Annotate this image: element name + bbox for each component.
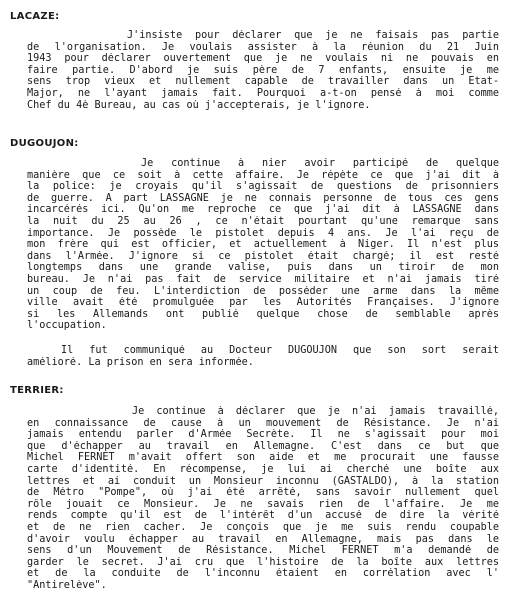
text-line: de guerre. A part LASSAGNE je ne connais personne de tous ces gens — [27, 192, 499, 204]
paragraph-dugoujon-note — [27, 345, 499, 368]
text-line: "Antirelève". — [27, 579, 107, 591]
text-line: garder le secret. J'ai cru que l'histoire de la boîte aux lettres — [27, 556, 499, 568]
paragraph-lacaze — [27, 30, 499, 111]
text-line: sens trop vieux et nullement capable de travailler dans un Etat- — [27, 76, 499, 88]
text-line: lettres et ai conduit un Monsieur inconnu (GASTALDO), à la station — [27, 475, 499, 487]
text-line: et de la conduite de l'inconnu étaient en corrélation avec l' — [27, 568, 499, 580]
text-line: sens d'un Mouvement de Résistance. Michel FERNET m'a demandé de — [27, 545, 499, 557]
text-line: ville avait été promulguée par les Autorités Françaises. J'ignore — [27, 297, 499, 309]
text-line: rends compte qu'il est de l'intérêt d'un accusé de dire la vérité — [27, 510, 499, 522]
text-line: Je continue à déclarer que je n'ai jamais travaillé, — [132, 406, 499, 417]
text-line: incarcérés ici. Qu'on me reproche ce que j'ai dit à LASSAGNE dans — [27, 204, 499, 216]
text-line: la police: je croyais qu'il s'agissait de questions de prisonniers — [27, 181, 499, 193]
text-line: Il fut communiqué au Docteur DUGOUJON que son sort serait — [61, 345, 499, 356]
paragraph-dugoujon-statement — [27, 158, 499, 332]
text-line: Chef du 4è Bureau, au cas où j'accepterais, je l'ignore. — [27, 99, 371, 111]
text-line: importance. Je possède le pistolet depuis 4 ans. Je l'ai reçu de — [27, 227, 499, 239]
text-line: de l'organisation. Je voulais assister à la réunion du 21 Juin — [27, 41, 499, 53]
text-line: en connaissance de cause à un mouvement de Résistance. Je n'ai — [27, 417, 499, 429]
text-line: manière que ce soit à cette affaire. Je répète ce que j'ai dit à — [27, 169, 499, 181]
text-line: longtemps dans une grande valise, puis dans un tiroir de mon — [27, 262, 499, 274]
text-line: mon frère qui est officier, et actuellement à Niger. Il n'est plus — [27, 239, 499, 251]
text-line: et de ne rien cacher. Je conçois que je me suis rendu coupable — [27, 521, 499, 533]
heading-lacaze: LACAZE: — [10, 11, 60, 22]
text-line: l'occupation. — [27, 320, 107, 332]
text-line: jamais entendu parler d'Armée Secrète. Il ne s'agissait pour moi — [27, 429, 499, 441]
text-line: bureau. Je n'ai pas fait de service militaire et n'ai jamais tiré — [27, 273, 499, 285]
text-line: Michel FERNET m'avait offert son aide et me procurait une fausse — [27, 452, 499, 464]
text-line: de Métro "Pompe", où j'ai été arrêté, sans savoir nullement quel — [27, 487, 499, 499]
text-line: amélioré. La prison en sera informée. — [27, 356, 254, 368]
text-line: faire partie. D'abord je suis père de 7 enfants, ensuite je me — [27, 64, 499, 76]
heading-dugoujon: DUGOUJON: — [10, 138, 79, 149]
text-line: d'avoir voulu échapper au travail en Allemagne, mais pas dans le — [27, 533, 499, 545]
text-line: la nuit du 25 au 26 , ce n'était pourtant qu'une remarque sans — [27, 215, 499, 227]
text-line: un coup de feu. L'interdiction de posséder une arme dans la même — [27, 285, 499, 297]
text-line: rôle jouait ce Monsieur. Je ne savais rien de l'affaire. Je me — [27, 498, 499, 510]
paragraph-terrier — [27, 406, 499, 592]
text-line: 1943 pour déclarer ouvertement que je ne voulais ni ne pouvais en — [27, 53, 499, 65]
text-line: si les Allemands ont publié quelque chose de semblable après — [27, 308, 499, 320]
text-line: carte d'identité. En récompense, je lui ai cherché une boîte aux — [27, 463, 499, 475]
text-line: Major, ne l'ayant jamais fait. Pourquoi a-t-on pensé à moi comme — [27, 87, 499, 99]
text-line: que d'échapper au travail en Allemagne. C'est dans ce but que — [27, 440, 499, 452]
text-line: dans l'Armée. J'ignore si ce pistolet était chargé; il est resté — [27, 250, 499, 262]
text-line: Je continue à nier avoir participé de quelque — [141, 158, 499, 169]
heading-terrier: TERRIER: — [10, 385, 64, 396]
text-line: J'insiste pour déclarer que je ne faisais pas partie — [127, 30, 499, 41]
